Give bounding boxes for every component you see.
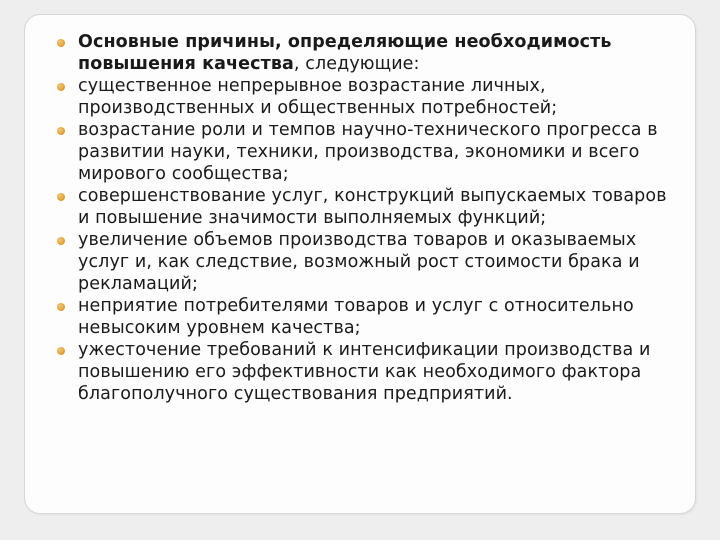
list-item <box>54 31 674 75</box>
list-item-text: существенное непрерывное возрастание личных, производственных и общественных потребностей; <box>78 76 558 118</box>
bullet-dot-icon <box>57 127 65 135</box>
bullet-dot-icon <box>57 237 65 245</box>
list-item-text: , следующие: <box>293 54 420 74</box>
list-item <box>54 119 674 185</box>
bullet-dot-icon <box>57 303 65 311</box>
list-item <box>54 185 674 229</box>
list-item-text: возрастание роли и темпов научно-технического прогресса в развитии науки, техники, производства, экономики и всего мирового сообщества; <box>78 120 658 184</box>
list-item <box>54 229 674 295</box>
list-item-bold-text: Основные причины, определяющие необходимость повышения качества <box>78 32 612 74</box>
list-item <box>54 339 674 405</box>
list-item-text: увеличение объемов производства товаров и оказываемых услуг и, как следствие, возможный рост стоимости брака и рекламаций; <box>78 230 640 294</box>
bullet-list <box>54 31 674 405</box>
bullet-dot-icon <box>57 193 65 201</box>
list-item <box>54 295 674 339</box>
list-item <box>54 75 674 119</box>
bullet-dot-icon <box>57 83 65 91</box>
list-item-text: совершенствование услуг, конструкций выпускаемых товаров и повышение значимости выполняемых функций; <box>78 186 667 228</box>
list-item-text: ужесточение требований к интенсификации производства и повышению его эффективности как необходимого фактора благополучного существования предприятий. <box>78 340 651 404</box>
bullet-dot-icon <box>57 347 65 355</box>
list-item-text: неприятие потребителями товаров и услуг с относительно невысоким уровнем качества; <box>78 296 634 338</box>
bullet-dot-icon <box>57 39 65 47</box>
